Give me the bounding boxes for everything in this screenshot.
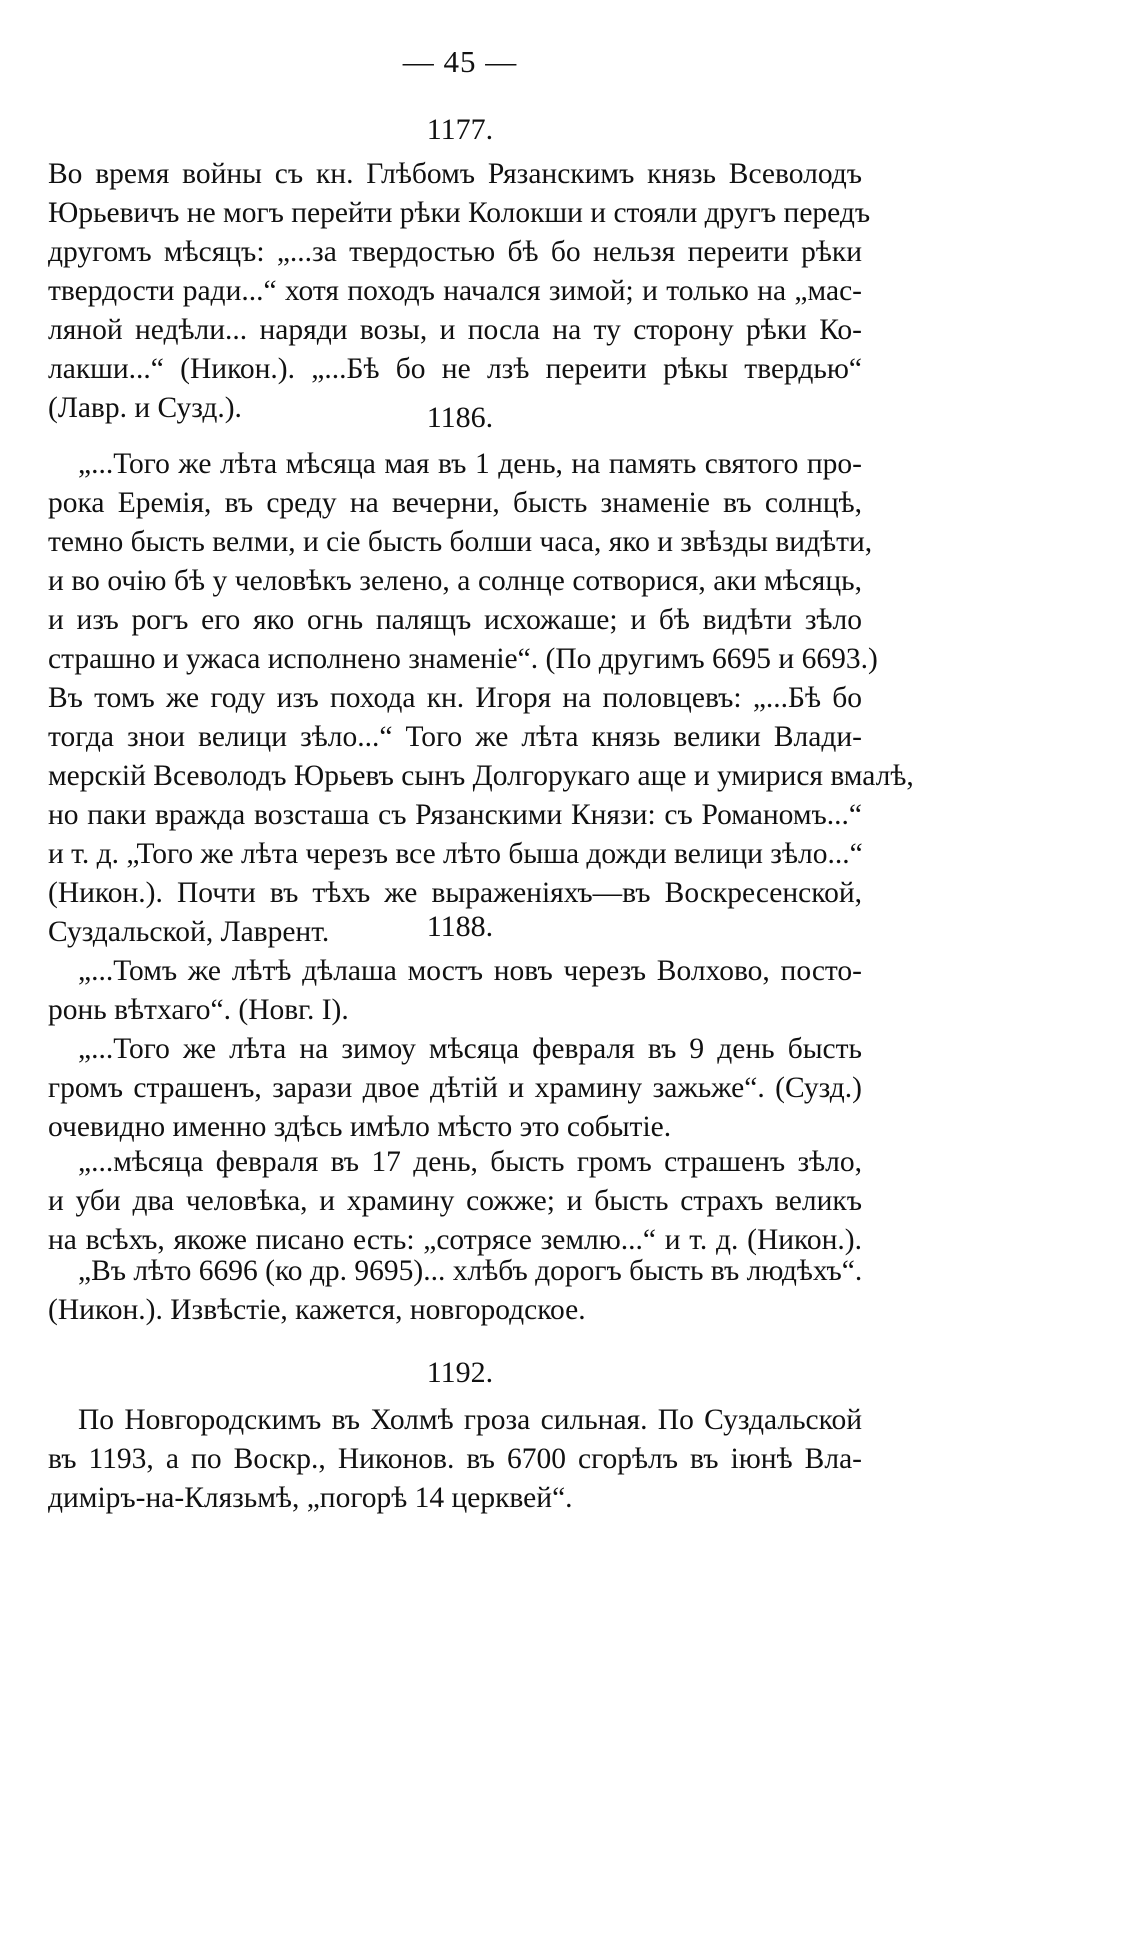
paragraph-1188-4 (48, 1252, 862, 1330)
page-number: — 45 — (402, 44, 518, 79)
text-line: (Никон.). Почти въ тѣхъ же выраженіяхъ—въ Воскресенской, (48, 877, 862, 909)
text-line: и уби два человѣка, и храмину сожже; и бысть страхъ великъ (48, 1185, 862, 1217)
text-line: и изъ рогъ его яко огнь палящъ исхожаше; и бѣ видѣти зѣло (48, 604, 862, 636)
text-line: „...Того же лѣта мѣсяца мая въ 1 день, на память святого про- (78, 448, 862, 480)
year-heading-1192: 1192. (426, 1356, 494, 1389)
text-line: рока Еремія, въ среду на вечерни, бысть знаменіе въ солнцѣ, (48, 487, 862, 519)
text-line: темно бысть велми, и сіе бысть болши часа, яко и звѣзды видѣти, (48, 526, 873, 558)
text-line: Суздальской, Лаврент. (48, 916, 330, 948)
text-line: Юрьевичъ не могъ перейти рѣки Колокши и стояли другъ передъ (48, 197, 871, 229)
text-line: тогда знои велици зѣло...“ Того же лѣта князь велики Влади- (48, 721, 862, 753)
text-line: но паки вражда возсташа съ Рязанскими Князи: съ Романомъ...“ (48, 799, 862, 831)
text-line: въ 1193, а по Воскр., Никонов. въ 6700 сгорѣлъ въ іюнѣ Вла- (48, 1443, 862, 1475)
paragraph-1188-1 (48, 952, 862, 1030)
paragraph-1188-3 (48, 1143, 862, 1260)
text-line: мерскій Всеволодъ Юрьевъ сынъ Долгорукаго аще и умирися вмалѣ, (48, 760, 914, 792)
paragraph-1188-2 (48, 1030, 862, 1147)
text-line: (Никон.). Извѣстіе, кажется, новгородское. (48, 1294, 586, 1326)
text-line: диміръ-на-Клязьмѣ, „погорѣ 14 церквей“. (48, 1482, 573, 1514)
text-line: По Новгородскимъ въ Холмѣ гроза сильная. По Суздальской (78, 1404, 862, 1436)
text-line: и во очію бѣ у человѣкъ зелено, а солнце сотворися, аки мѣсяць, (48, 565, 862, 597)
text-line: очевидно именно здѣсь имѣло мѣсто это событіе. (48, 1111, 672, 1143)
year-heading-1177: 1177. (426, 113, 494, 146)
text-line: „...Томъ же лѣтѣ дѣлаша мостъ новъ черезъ Волхово, посто- (78, 955, 862, 987)
text-line: твердости ради...“ хотя походъ начался зимой; и только на „мас- (48, 275, 862, 307)
text-line: Во время войны съ кн. Глѣбомъ Рязанскимъ князь Всеволодъ (48, 158, 862, 190)
text-line: ронь вѣтхаго“. (Новг. I). (48, 994, 349, 1026)
text-line: (Лавр. и Сузд.). (48, 392, 242, 424)
text-line: страшно и ужаса исполнено знаменіе“. (По другимъ 6695 и 6693.) (48, 643, 878, 675)
text-line: и т. д. „Того же лѣта черезъ все лѣто быша дожди велици зѣло...“ (48, 838, 863, 870)
text-line: на всѣхъ, якоже писано есть: „сотрясе землю...“ и т. д. (Никон.). (48, 1224, 862, 1256)
year-heading-1186: 1186. (426, 401, 494, 434)
text-line: „...мѣсяца февраля въ 17 день, бысть громъ страшенъ зѣло, (78, 1146, 862, 1178)
text-line: „...Того же лѣта на зимоу мѣсяца февраля въ 9 день бысть (78, 1033, 862, 1065)
text-line: ляной недѣли... наряди возы, и посла на ту сторону рѣки Ко- (48, 314, 862, 346)
text-line: громъ страшенъ, зарази двое дѣтій и храмину зажьже“. (Сузд.) (48, 1072, 862, 1104)
text-line: Въ томъ же году изъ похода кн. Игоря на половцевъ: „...Бѣ бо (48, 682, 862, 714)
year-heading-1188: 1188. (426, 910, 494, 943)
text-line: лакши...“ (Никон.). „...Бѣ бо не лзѣ переити рѣкы твердью“ (48, 353, 862, 385)
text-line: другомъ мѣсяцъ: „...за твердостью бѣ бо нельзя переити рѣки (48, 236, 862, 268)
text-line: „Въ лѣто 6696 (ко др. 9695)... хлѣбъ дорогъ бысть въ людѣхъ“. (78, 1255, 863, 1287)
paragraph-1177-1 (48, 155, 871, 428)
paragraph-1192-1 (48, 1401, 862, 1518)
paragraph-1186-1 (48, 445, 914, 952)
